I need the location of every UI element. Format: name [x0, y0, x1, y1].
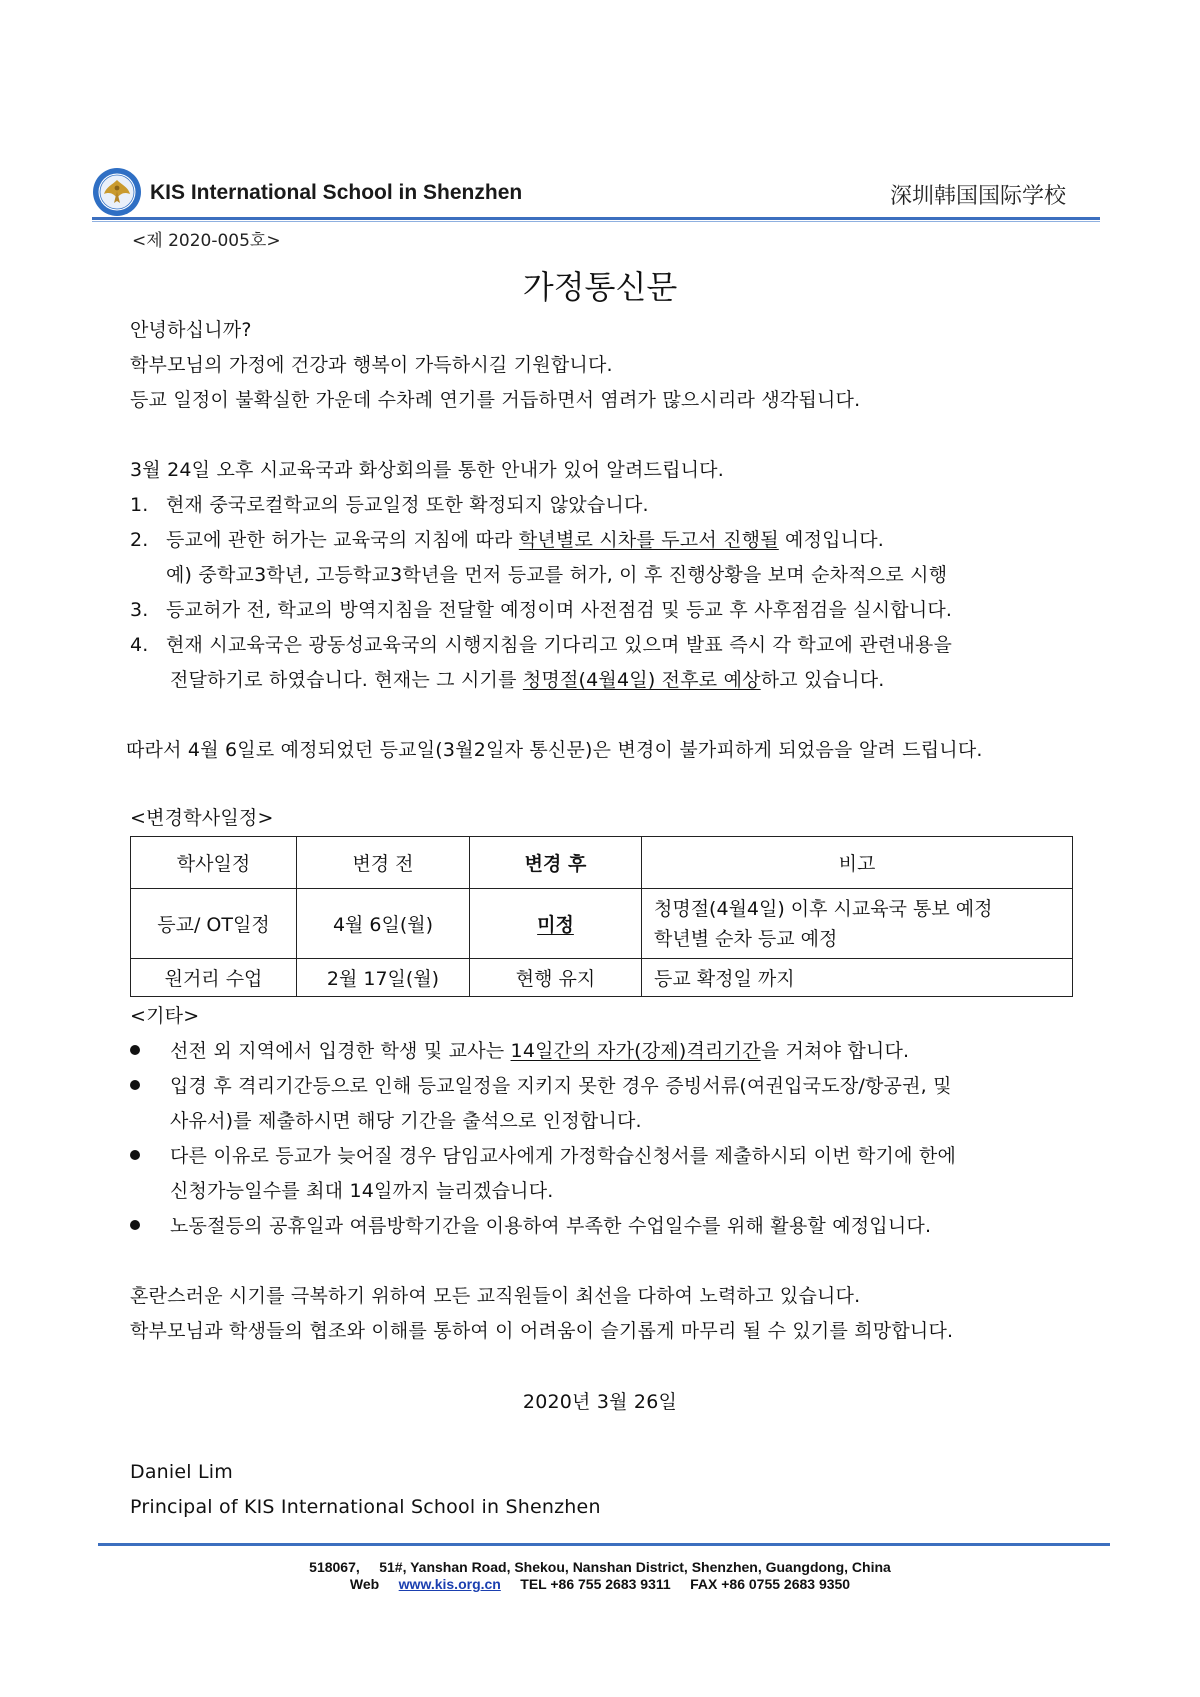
signature-name: Daniel Lim [130, 1461, 233, 1483]
table-header-cell: 변경 전 [297, 837, 470, 889]
bullet-item-2 [130, 1074, 952, 1098]
table-cell: 현행 유지 [470, 959, 642, 997]
list-item-text: 전달하기로 하였습니다. 현재는 그 시기를 [170, 669, 523, 691]
table-cell-note [642, 889, 1073, 959]
closing-line: 학부모님과 학생들의 협조와 이해를 통하여 이 어려움이 슬기롭게 마무리 될 수 있기를 희망합니다. [130, 1320, 954, 1342]
list-item-text: 현재 중국로컬학교의 등교일정 또한 확정되지 않았습니다. [166, 494, 649, 516]
list-item-4 [130, 633, 952, 657]
table-cell: 원거리 수업 [131, 959, 297, 997]
list-item-2 [130, 528, 884, 552]
table-header-row [131, 837, 1073, 889]
greeting-line: 등교 일정이 불확실한 가운데 수차례 연기를 거듭하면서 염려가 많으시리라 생각됩니다. [130, 389, 861, 411]
underlined-text: 청명절(4월4일) 전후로 예상 [522, 669, 761, 691]
etc-heading: <기타> [130, 1005, 200, 1027]
signature-position: Principal of KIS International School in Shenzhen [130, 1496, 601, 1518]
list-item-text: 현재 시교육국은 광동성교육국의 시행지침을 기다리고 있으며 발표 즉시 각 학교에 관련내용을 [166, 634, 953, 656]
school-logo-icon [92, 167, 142, 217]
bullet-item-4 [130, 1214, 931, 1238]
header-rule-thin [92, 221, 1100, 222]
table-header-cell: 변경 후 [470, 837, 642, 889]
document-number: <제 2020-005호> [132, 231, 281, 251]
web-label: Web [349, 1576, 380, 1592]
table-row [131, 959, 1073, 997]
school-name-en: KIS International School in Shenzhen [150, 181, 523, 204]
list-item-text: 등교에 관한 허가는 교육국의 지침에 따라 [166, 529, 519, 551]
bullet-item-3-continued: 신청가능일수를 최대 14일까지 늘리겠습니다. [170, 1180, 554, 1202]
list-item-4-continued [170, 668, 885, 692]
bullet-icon [130, 1045, 140, 1055]
greeting-line: 안녕하십니까? [130, 319, 252, 341]
table-cell: 등교/ OT일정 [131, 889, 297, 959]
table-cell-note: 등교 확정일 까지 [642, 959, 1073, 997]
list-item-3 [130, 598, 952, 622]
bullet-text: 선전 외 지역에서 입경한 학생 및 교사는 [170, 1040, 511, 1062]
letterhead [92, 167, 1100, 219]
list-number: 3. [130, 599, 149, 621]
bullet-text: 을 거쳐야 합니다. [760, 1040, 910, 1062]
table-header-cell: 학사일정 [131, 837, 297, 889]
bullet-text: 노동절등의 공휴일과 여름방학기간을 이용하여 부족한 수업일수를 위해 활용할 예정입니다. [170, 1215, 932, 1237]
bullet-text: 다른 이유로 등교가 늦어질 경우 담임교사에게 가정학습신청서를 제출하시되 이번 학기에 한에 [170, 1145, 957, 1167]
underlined-text: 학년별로 시차를 두고서 진행될 [518, 529, 779, 551]
greeting-line: 학부모님의 가정에 건강과 행복이 가득하시길 기원합니다. [130, 354, 613, 376]
page-title: 가정통신문 [522, 268, 678, 306]
note-line: 학년별 순차 등교 예정 [654, 927, 838, 950]
list-number: 2. [130, 529, 149, 551]
table-cell [470, 889, 642, 959]
footer-rule [98, 1543, 1110, 1546]
bullet-item-2-continued: 사유서)를 제출하시면 해당 기간을 출석으로 인정합니다. [170, 1110, 642, 1132]
letter-date: 2020년 3월 26일 [522, 1391, 678, 1413]
school-name-cn: 深圳韩国国际学校 [889, 184, 1066, 209]
list-item-text: 예정입니다. [778, 529, 885, 551]
list-number: 4. [130, 634, 149, 656]
table-cell: 2월 17일(월) [297, 959, 470, 997]
footer-address: 518067, 51#, Yanshan Road, Shekou, Nanshan District, Shenzhen, Guangdong, China [309, 1559, 891, 1575]
notice-line: 따라서 4월 6일로 예정되었던 등교일(3월2일자 통신문)은 변경이 불가피하게 되었음을 알려 드립니다. [126, 739, 983, 761]
undecided-label: 미정 [537, 914, 574, 936]
table-row [131, 889, 1073, 959]
list-item-1 [130, 493, 649, 517]
underlined-text: 14일간의 자가(강제)격리기간 [510, 1040, 761, 1062]
bullet-item-1 [130, 1039, 909, 1063]
intro-line: 3월 24일 오후 시교육국과 화상회의를 통한 안내가 있어 알려드립니다. [130, 459, 724, 481]
list-item-text: 등교허가 전, 학교의 방역지침을 전달할 예정이며 사전점검 및 등교 후 사후점검을 실시합니다. [166, 599, 953, 621]
schedule-heading: <변경학사일정> [130, 807, 274, 829]
list-item-text: 하고 있습니다. [760, 669, 885, 691]
list-item-2-example: 예) 중학교3학년, 고등학교3학년을 먼저 등교를 허가, 이 후 진행상황을 보며 순차적으로 시행 [166, 564, 948, 586]
list-number: 1. [130, 494, 149, 516]
bullet-item-3 [130, 1144, 956, 1168]
phone-number: TEL +86 755 2683 9311 [520, 1576, 671, 1592]
header-rule [92, 217, 1100, 220]
footer-contact [0, 1576, 1200, 1592]
closing-line: 혼란스러운 시기를 극복하기 위하여 모든 교직원들이 최선을 다하여 노력하고 있습니다. [130, 1285, 861, 1307]
website-link[interactable]: www.kis.org.cn [398, 1576, 501, 1592]
bullet-text: 입경 후 격리기간등으로 인해 등교일정을 지키지 못한 경우 증빙서류(여권입국도장/항공권, 및 [170, 1075, 952, 1097]
bullet-icon [130, 1220, 140, 1230]
table-header-cell: 비고 [642, 837, 1073, 889]
schedule-table [130, 836, 1073, 997]
note-line: 청명절(4월4일) 이후 시교육국 통보 예정 [654, 897, 993, 920]
fax-number: FAX +86 0755 2683 9350 [690, 1576, 851, 1592]
bullet-icon [130, 1080, 140, 1090]
bullet-icon [130, 1150, 140, 1160]
table-cell: 4월 6일(월) [297, 889, 470, 959]
